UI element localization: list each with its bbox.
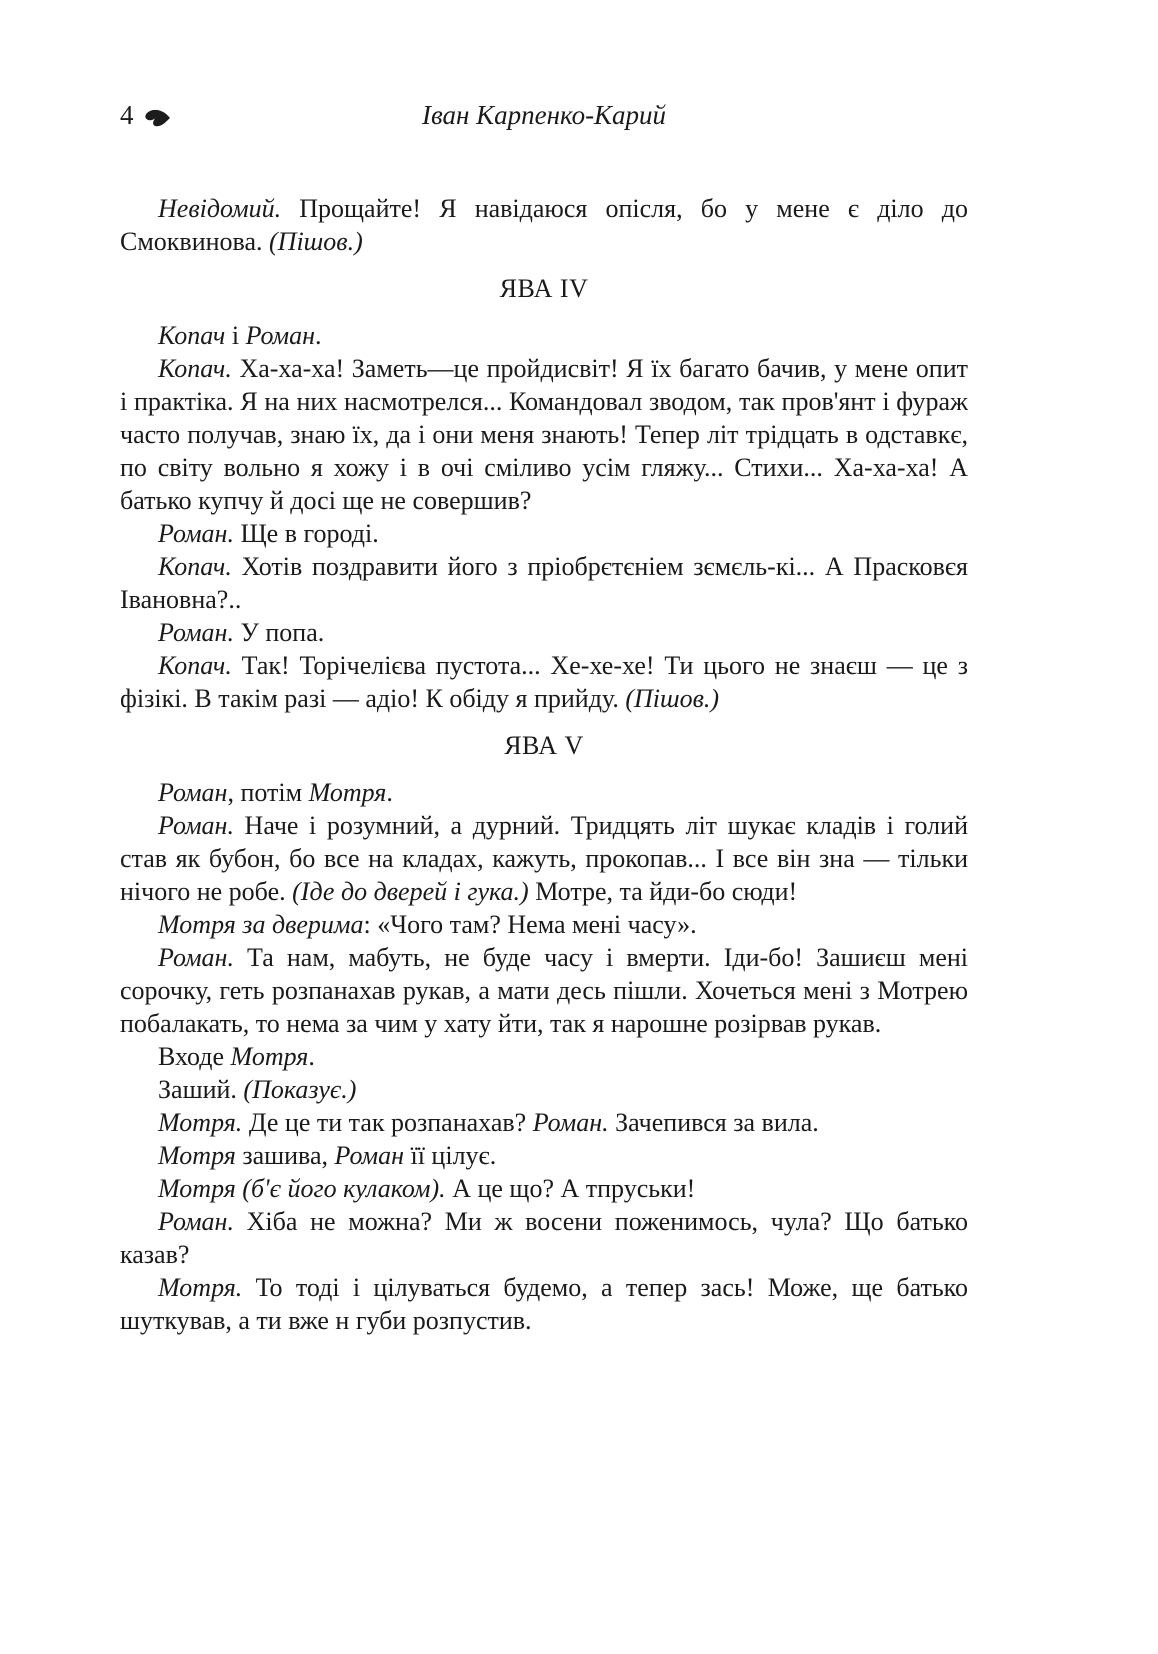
text-run: Зачепився за вила. (608, 1108, 819, 1137)
italic-text: Роман. (158, 519, 234, 548)
italic-text: Мотря (б'є його кулаком). (158, 1174, 446, 1203)
text-run: її цілує. (403, 1141, 497, 1170)
paragraph (120, 616, 968, 649)
paragraph (120, 941, 968, 1040)
page-number-text: 4 (120, 100, 134, 130)
italic-text: Мотря. (158, 1108, 243, 1137)
paragraph (120, 1205, 968, 1271)
text-run: Так! Торічелієва пустота... Хе-хе-хе! Ти цього не знаєш — це з фізікі. В такім разі — адіо! К обіду я прийду. (120, 651, 968, 713)
paragraph (120, 1172, 968, 1205)
paragraph (120, 517, 968, 550)
italic-text: Мотря. (158, 1273, 243, 1302)
italic-text: Роман. (158, 811, 234, 840)
text-run: Ще в городі. (233, 519, 379, 548)
paragraph (120, 776, 968, 809)
paragraph (120, 809, 968, 908)
paragraph (120, 1106, 968, 1139)
paragraph (120, 908, 968, 941)
text-run: Входе (158, 1042, 231, 1071)
paragraph (120, 1139, 968, 1172)
italic-text: Копач. (158, 651, 232, 680)
paragraph (120, 1040, 968, 1073)
page-content (120, 192, 968, 1337)
italic-text: (Іде до дверей і гука.) (292, 877, 529, 906)
italic-text: Копач. (158, 552, 232, 581)
italic-text: (Пішов.) (269, 227, 363, 256)
scene-heading: ЯВА IV (499, 274, 589, 303)
text-run: Хотів поздравити його з пріобрєтєніем зємєль-кі... А Прасковєя Івановна?.. (120, 552, 968, 614)
text-run: А це що? А тпруськи! (445, 1174, 696, 1203)
text-run: . (315, 321, 322, 350)
italic-text: Невідомий. (158, 194, 282, 223)
italic-text: (Пішов.) (625, 684, 720, 713)
paragraph (120, 1073, 968, 1106)
text-run: і (225, 321, 246, 350)
text-run: То тоді і цілуваться будемо, а тепер зась! Може, ще батько шуткував, а ти вже н губи розпустив. (120, 1273, 968, 1335)
italic-text: Роман (334, 1141, 404, 1170)
text-run: Хіба не можна? Ми ж восени поженимось, чула? Що батько казав? (120, 1207, 968, 1269)
text-run: У попа. (233, 618, 325, 647)
text-run: Ха-ха-ха! Заметь—це пройдисвіт! Я їх багато бачив, у мене опит і практіка. Я на них насмотрелся... Командовал зводом, так пров'янт і фураж часто получав, знаю їх, да і они меня знають! Тепер літ трідцать в одставкє, по світу вольно я хожу і в очі сміливо усім гляжу... Стихи... Ха-ха-ха! А батько купчу й досі ще не совершив? (120, 354, 968, 515)
scene-heading: ЯВА V (504, 731, 584, 760)
italic-text: Роман. (532, 1108, 609, 1137)
text-run: Наче і розумний, а дурний. Тридцять літ шукає кладів і голий став як бубон, бо все на кладах, кажуть, прокопав... І все він зна — тільки нічого не робе. (120, 811, 968, 906)
italic-text: Копач. (158, 354, 232, 383)
italic-text: Роман. (158, 943, 234, 972)
text-run: Мотре, та йди-бо сюди! (528, 877, 798, 906)
italic-text: Роман. (158, 1207, 234, 1236)
text-run: . (386, 778, 393, 807)
paragraph (120, 1271, 968, 1337)
text-run: : «Чого там? Нема мені часу». (363, 910, 697, 939)
paragraph (120, 192, 968, 258)
italic-text: Роман (245, 321, 316, 350)
text-run: Заший. (158, 1075, 244, 1104)
paragraph (120, 352, 968, 517)
text-run: Та нам, мабуть, не буде часу і вмерти. Іди-бо! Зашиєш мені сорочку, геть розпанахав рукав, а мати десь пішли. Хочеться мені з Мотрею побалакать, то нема за чим у хату йти, так я нарошне розірвав рукав. (120, 943, 968, 1038)
text-run: . (308, 1042, 315, 1071)
text-run: , потім (227, 778, 309, 807)
italic-text: Мотря (308, 778, 387, 807)
italic-text: Мотря (230, 1042, 309, 1071)
italic-text: Копач (158, 321, 226, 350)
italic-text: (Показує.) (243, 1075, 357, 1104)
paragraph (120, 550, 968, 616)
page-header (120, 100, 968, 140)
italic-text: Роман. (158, 618, 234, 647)
text-run: Прощайте! Я навідаюся опісля, бо у мене є діло до Смоквинова. (120, 194, 968, 256)
italic-text: Роман (158, 778, 228, 807)
italic-text: Мотря за дверима (158, 910, 364, 939)
text-run: зашива, (235, 1141, 335, 1170)
italic-text: Мотря (158, 1141, 236, 1170)
text-run: Де це ти так розпанахав? (242, 1108, 533, 1137)
paragraph (120, 649, 968, 715)
paragraph (120, 319, 968, 352)
running-title: Іван Карпенко-Карий (421, 100, 666, 130)
